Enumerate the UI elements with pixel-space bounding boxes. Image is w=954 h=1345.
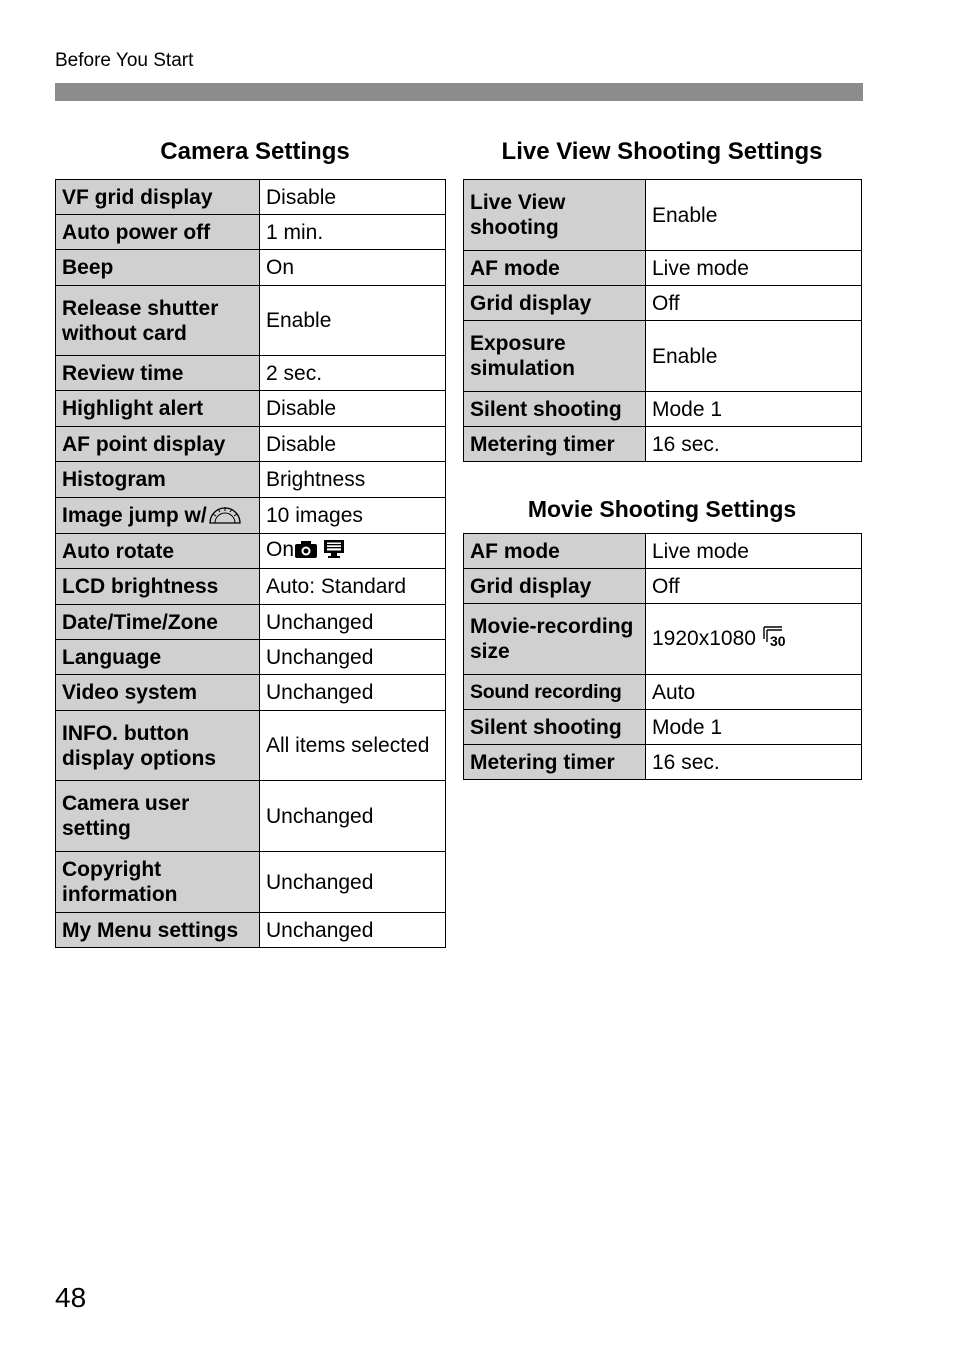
setting-name: Camera user setting bbox=[56, 781, 260, 852]
30fps-icon bbox=[762, 624, 788, 654]
setting-name: AF mode bbox=[464, 251, 646, 286]
running-header: Before You Start bbox=[55, 50, 194, 71]
setting-value: 16 sec. bbox=[646, 427, 862, 462]
setting-name: Release shutter without card bbox=[56, 286, 260, 356]
table-row bbox=[464, 675, 862, 710]
setting-value: All items selected bbox=[260, 711, 446, 781]
table-row bbox=[56, 180, 446, 215]
setting-name: AF point display bbox=[56, 427, 260, 462]
table-row bbox=[56, 711, 446, 781]
setting-value: 1 min. bbox=[260, 215, 446, 250]
table-row bbox=[464, 286, 862, 321]
monitor-icon bbox=[322, 539, 346, 565]
table-row bbox=[464, 180, 862, 251]
setting-name: Date/Time/Zone bbox=[56, 605, 260, 640]
setting-value: Live mode bbox=[646, 534, 862, 569]
setting-value: Live mode bbox=[646, 251, 862, 286]
setting-value bbox=[260, 534, 446, 569]
table-row bbox=[56, 286, 446, 356]
table-row bbox=[56, 498, 446, 534]
table-row bbox=[464, 427, 862, 462]
setting-name: Auto power off bbox=[56, 215, 260, 250]
setting-name: Beep bbox=[56, 250, 260, 286]
setting-name: INFO. button display options bbox=[56, 711, 260, 781]
setting-name: Video system bbox=[56, 675, 260, 711]
page-number: 48 bbox=[55, 1282, 87, 1313]
table-row bbox=[56, 913, 446, 948]
setting-value: Off bbox=[646, 569, 862, 604]
setting-value: Disable bbox=[260, 391, 446, 427]
setting-value: Unchanged bbox=[260, 640, 446, 675]
setting-value: 16 sec. bbox=[646, 745, 862, 780]
setting-value: Mode 1 bbox=[646, 392, 862, 427]
main-dial-icon bbox=[207, 501, 243, 531]
setting-value: 10 images bbox=[260, 498, 446, 534]
table-row bbox=[464, 251, 862, 286]
table-row bbox=[56, 356, 446, 391]
setting-name: Live View shooting bbox=[464, 180, 646, 251]
camera-icon bbox=[294, 539, 318, 565]
setting-name: Highlight alert bbox=[56, 391, 260, 427]
table-row bbox=[56, 781, 446, 852]
table-row bbox=[56, 534, 446, 569]
setting-name: AF mode bbox=[464, 534, 646, 569]
table-row bbox=[464, 604, 862, 675]
setting-name: Sound recording bbox=[464, 675, 646, 710]
setting-value: Unchanged bbox=[260, 781, 446, 852]
table-row bbox=[56, 462, 446, 498]
setting-name: Auto rotate bbox=[56, 534, 260, 569]
setting-value: Unchanged bbox=[260, 913, 446, 948]
table-row bbox=[464, 321, 862, 392]
setting-name: My Menu settings bbox=[56, 913, 260, 948]
setting-name: Review time bbox=[56, 356, 260, 391]
svg-text:30: 30 bbox=[769, 633, 786, 648]
setting-value: Off bbox=[646, 286, 862, 321]
table-row bbox=[56, 605, 446, 640]
table-row bbox=[56, 215, 446, 250]
setting-name: Metering timer bbox=[464, 427, 646, 462]
table-row bbox=[464, 392, 862, 427]
setting-value-text: 1920x1080 bbox=[652, 627, 756, 650]
table-row bbox=[464, 569, 862, 604]
setting-value-text: On bbox=[266, 538, 295, 561]
setting-value: Enable bbox=[260, 286, 446, 356]
table-row bbox=[56, 250, 446, 286]
setting-name: VF grid display bbox=[56, 180, 260, 215]
table-row bbox=[464, 710, 862, 745]
setting-name bbox=[56, 498, 260, 534]
table-row bbox=[56, 852, 446, 913]
setting-value: Brightness bbox=[260, 462, 446, 498]
header-rule bbox=[55, 83, 863, 101]
setting-value bbox=[646, 604, 862, 675]
movie-settings-table bbox=[463, 533, 862, 780]
setting-value: Unchanged bbox=[260, 852, 446, 913]
table-row bbox=[56, 391, 446, 427]
setting-name: LCD brightness bbox=[56, 569, 260, 605]
setting-value: 2 sec. bbox=[260, 356, 446, 391]
setting-name: Grid display bbox=[464, 286, 646, 321]
setting-name-text: Image jump w/ bbox=[62, 503, 207, 527]
setting-value: Disable bbox=[260, 180, 446, 215]
setting-value: Mode 1 bbox=[646, 710, 862, 745]
setting-value: On bbox=[260, 250, 446, 286]
table-row bbox=[464, 745, 862, 780]
setting-value: Unchanged bbox=[260, 605, 446, 640]
live-view-settings-title: Live View Shooting Settings bbox=[501, 138, 823, 165]
setting-value: Auto: Standard bbox=[260, 569, 446, 605]
setting-name: Metering timer bbox=[464, 745, 646, 780]
setting-value: Enable bbox=[646, 321, 862, 392]
setting-name: Silent shooting bbox=[464, 392, 646, 427]
setting-name: Exposure simulation bbox=[464, 321, 646, 392]
setting-name: Silent shooting bbox=[464, 710, 646, 745]
live-view-settings-table bbox=[463, 179, 862, 462]
table-row bbox=[56, 675, 446, 711]
table-row bbox=[464, 534, 862, 569]
setting-name: Copyright information bbox=[56, 852, 260, 913]
setting-value: Enable bbox=[646, 180, 862, 251]
setting-name: Grid display bbox=[464, 569, 646, 604]
setting-value: Disable bbox=[260, 427, 446, 462]
camera-settings-title: Camera Settings bbox=[160, 138, 350, 165]
setting-name: Language bbox=[56, 640, 260, 675]
setting-name: Histogram bbox=[56, 462, 260, 498]
camera-settings-table bbox=[55, 179, 446, 948]
setting-value: Unchanged bbox=[260, 675, 446, 711]
table-row bbox=[56, 640, 446, 675]
movie-settings-title: Movie Shooting Settings bbox=[527, 496, 797, 522]
setting-name: Movie-recording size bbox=[464, 604, 646, 675]
table-row bbox=[56, 569, 446, 605]
setting-value: Auto bbox=[646, 675, 862, 710]
table-row bbox=[56, 427, 446, 462]
